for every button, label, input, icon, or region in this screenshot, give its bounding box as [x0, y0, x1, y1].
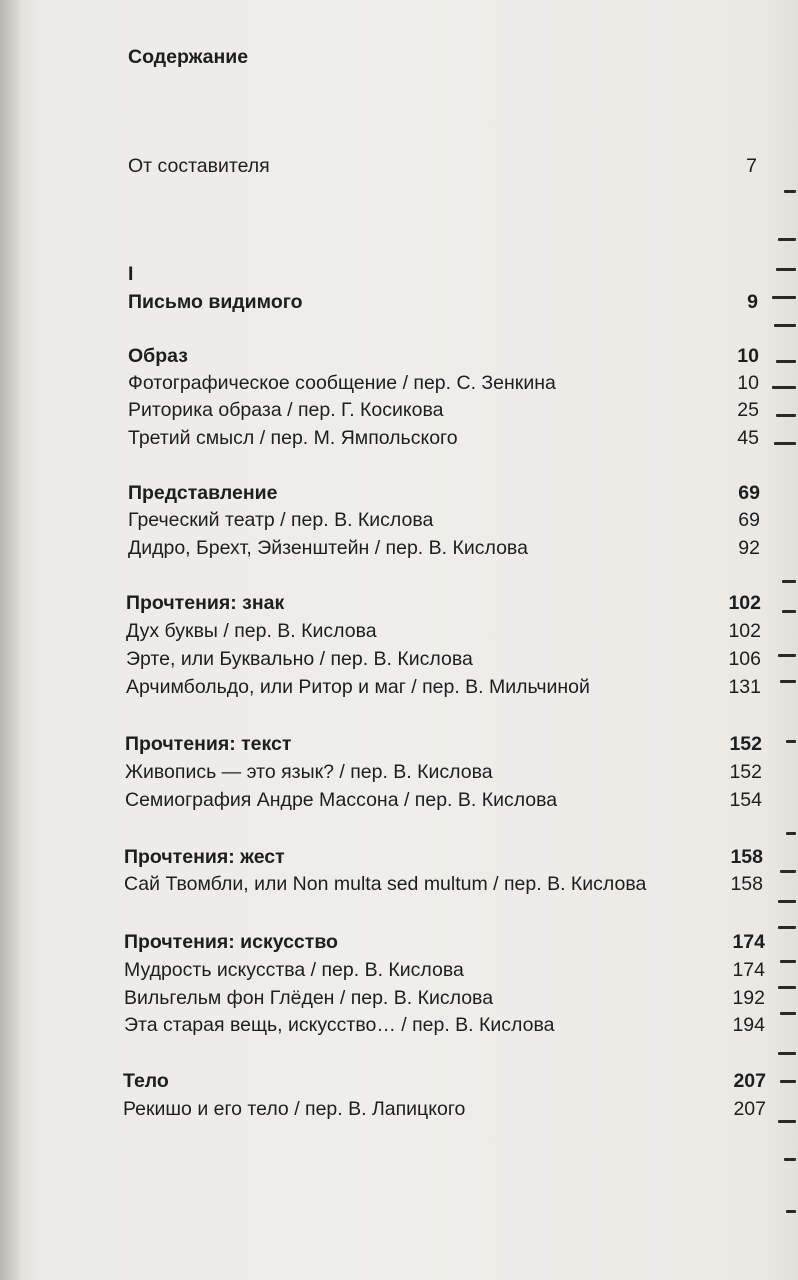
entry-title: Эрте, или Буквально / пер. В. Кислова	[126, 648, 473, 670]
entry-page: 106	[728, 648, 761, 670]
section-page: 10	[737, 345, 759, 367]
entry-title: Семиография Андре Массона / пер. В. Кислова	[125, 789, 558, 811]
section-page: 158	[730, 846, 763, 868]
toc-entry-intro	[0, 152, 798, 180]
toc-entry	[0, 1095, 798, 1123]
entry-title: Дух буквы / пер. В. Кислова	[126, 620, 377, 642]
entry-page: 92	[738, 537, 760, 559]
section-title: Прочтения: жест	[124, 846, 285, 868]
entry-title: Риторика образа / пер. Г. Косикова	[128, 399, 444, 421]
entry-page: 158	[730, 873, 763, 895]
part-number: I	[128, 263, 134, 285]
toc-entry	[0, 786, 798, 814]
section-title: Прочтения: знак	[126, 592, 285, 614]
page-title: Содержание	[128, 46, 249, 68]
entry-title: Фотографическое сообщение / пер. С. Зенкина	[128, 372, 556, 394]
section-page: 102	[728, 592, 761, 614]
section-title: Тело	[123, 1070, 169, 1092]
toc-entry	[0, 758, 798, 786]
entry-title: Сай Твомбли, или Non multa sed multum / пер. В. Кислова	[124, 873, 647, 895]
toc-entry	[0, 617, 798, 645]
entry-page: 7	[746, 155, 757, 177]
entry-title: От составителя	[128, 155, 270, 177]
entry-title: Дидро, Брехт, Эйзенштейн / пер. В. Кислова	[128, 537, 528, 559]
part-number-row	[0, 260, 798, 288]
toc-entry	[0, 369, 798, 397]
section-heading	[0, 479, 798, 507]
section-title: Представление	[128, 482, 278, 504]
toc-entry	[0, 645, 798, 673]
entry-page: 207	[733, 1098, 766, 1120]
part-title: Письмо видимого	[128, 291, 303, 313]
entry-title: Мудрость искусства / пер. В. Кислова	[124, 959, 464, 981]
entry-page: 69	[738, 509, 760, 531]
toc-entry	[0, 534, 798, 562]
section-heading	[0, 843, 798, 871]
section-page: 207	[733, 1070, 766, 1092]
toc-entry	[0, 396, 798, 424]
section-page: 69	[738, 482, 760, 504]
entry-title: Живопись — это язык? / пер. В. Кислова	[125, 761, 493, 783]
toc-entry	[0, 870, 798, 898]
entry-page: 25	[737, 399, 759, 421]
entry-page: 194	[732, 1014, 765, 1036]
section-title: Образ	[128, 345, 188, 367]
toc-entry	[0, 673, 798, 701]
toc-entry	[0, 424, 798, 452]
entry-page: 102	[728, 620, 761, 642]
section-heading	[0, 928, 798, 956]
toc-entry	[0, 984, 798, 1012]
entry-title: Третий смысл / пер. М. Ямпольского	[128, 427, 458, 449]
section-heading	[0, 342, 798, 370]
entry-page: 131	[728, 676, 761, 698]
entry-page: 154	[729, 789, 762, 811]
toc-entry	[0, 1011, 798, 1039]
section-page: 152	[729, 733, 762, 755]
entry-title: Эта старая вещь, искусство… / пер. В. Кислова	[124, 1014, 555, 1036]
entry-page: 45	[737, 427, 759, 449]
section-heading	[0, 730, 798, 758]
section-page: 174	[732, 931, 765, 953]
entry-title: Вильгельм фон Глёден / пер. В. Кислова	[124, 987, 494, 1009]
part-title-row	[0, 288, 798, 316]
toc-entry	[0, 956, 798, 984]
entry-page: 152	[729, 761, 762, 783]
section-title: Прочтения: текст	[125, 733, 292, 755]
section-heading	[0, 1067, 798, 1095]
entry-title: Рекишо и его тело / пер. В. Лапицкого	[123, 1098, 466, 1120]
entry-page: 192	[732, 987, 765, 1009]
part-page: 9	[747, 291, 758, 313]
entry-title: Арчимбольдо, или Ритор и маг / пер. В. Мильчиной	[126, 676, 590, 698]
toc-heading	[0, 43, 798, 71]
toc-entry	[0, 506, 798, 534]
section-title: Прочтения: искусство	[124, 931, 338, 953]
entry-page: 10	[737, 372, 759, 394]
entry-title: Греческий театр / пер. В. Кислова	[128, 509, 434, 531]
entry-page: 174	[732, 959, 765, 981]
section-heading	[0, 589, 798, 617]
